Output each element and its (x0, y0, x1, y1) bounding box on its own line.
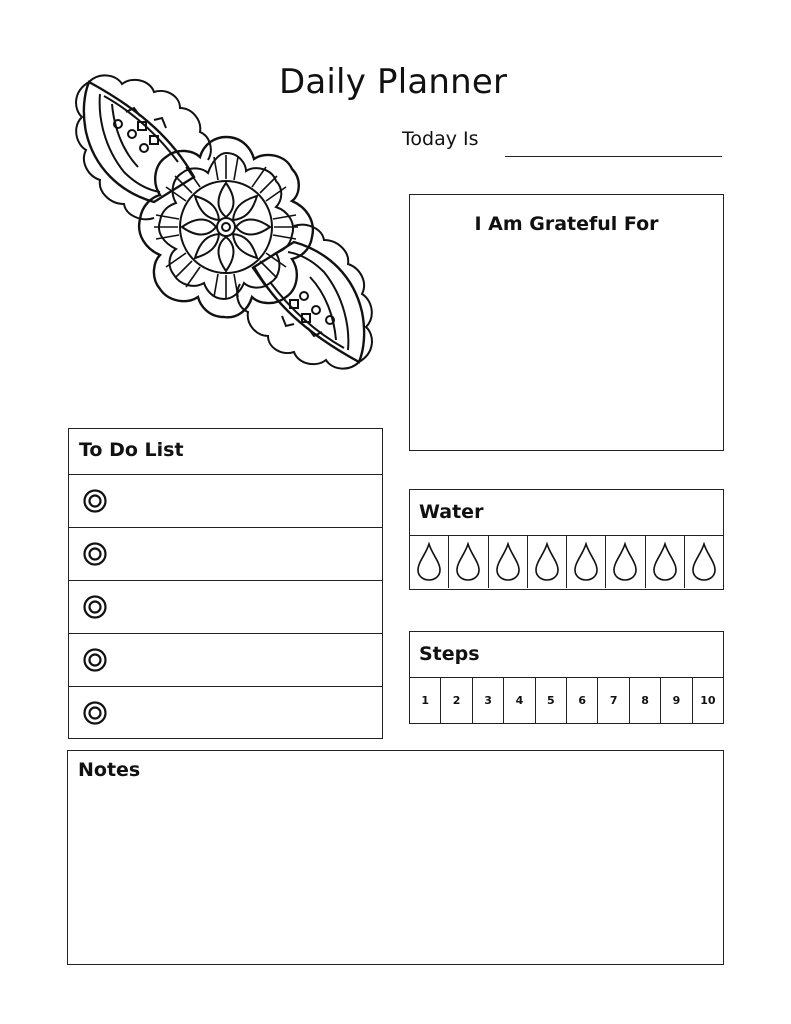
step-cell-7[interactable]: 7 (598, 678, 629, 723)
water-drop-icon[interactable] (612, 542, 638, 582)
water-cell[interactable] (567, 536, 606, 588)
water-drop-icon[interactable] (691, 542, 717, 582)
step-cell-9[interactable]: 9 (661, 678, 692, 723)
circle-bullet-icon[interactable] (83, 595, 107, 619)
notes-title: Notes (78, 759, 141, 781)
todo-item[interactable] (69, 687, 382, 740)
step-cell-4[interactable]: 4 (504, 678, 535, 723)
water-drop-icon[interactable] (416, 542, 442, 582)
water-cell[interactable] (449, 536, 488, 588)
grateful-title: I Am Grateful For (474, 213, 659, 235)
center-flower (139, 137, 313, 317)
todo-item[interactable] (69, 475, 382, 528)
step-cell-6[interactable]: 6 (567, 678, 598, 723)
circle-bullet-icon[interactable] (83, 542, 107, 566)
water-drop-icon[interactable] (455, 542, 481, 582)
circle-bullet-icon[interactable] (83, 701, 107, 725)
water-cell[interactable] (528, 536, 567, 588)
step-cell-3[interactable]: 3 (473, 678, 504, 723)
notes-box[interactable] (67, 750, 724, 965)
today-label: Today Is (402, 128, 479, 150)
todo-item[interactable] (69, 581, 382, 634)
step-cell-1[interactable]: 1 (410, 678, 441, 723)
steps-tracker (409, 631, 724, 724)
water-cell[interactable] (606, 536, 645, 588)
step-cell-10[interactable]: 10 (700, 694, 716, 707)
water-tracker (409, 489, 724, 590)
circle-bullet-icon[interactable] (83, 489, 107, 513)
step-cell-2[interactable]: 2 (441, 678, 472, 723)
water-drop-icon[interactable] (495, 542, 521, 582)
step-cell-8[interactable]: 8 (630, 678, 661, 723)
water-cell[interactable] (685, 536, 723, 588)
steps-row (410, 678, 723, 723)
water-drop-icon[interactable] (573, 542, 599, 582)
lower-petal (237, 225, 372, 369)
step-cell-5[interactable]: 5 (536, 678, 567, 723)
water-cell[interactable] (646, 536, 685, 588)
todo-item[interactable] (69, 528, 382, 581)
water-drop-icon[interactable] (534, 542, 560, 582)
todo-item[interactable] (69, 634, 382, 687)
mandala-icon (74, 72, 374, 377)
today-date-line[interactable] (505, 156, 722, 157)
water-cell[interactable] (410, 536, 449, 588)
water-drops-row (410, 536, 723, 588)
water-cell[interactable] (489, 536, 528, 588)
todo-list (68, 428, 383, 739)
water-drop-icon[interactable] (652, 542, 678, 582)
grateful-box[interactable] (409, 194, 724, 451)
todo-title: To Do List (69, 429, 382, 475)
circle-bullet-icon[interactable] (83, 648, 107, 672)
page-title: Daily Planner (279, 62, 508, 102)
water-title: Water (410, 490, 723, 536)
steps-title: Steps (410, 632, 723, 678)
